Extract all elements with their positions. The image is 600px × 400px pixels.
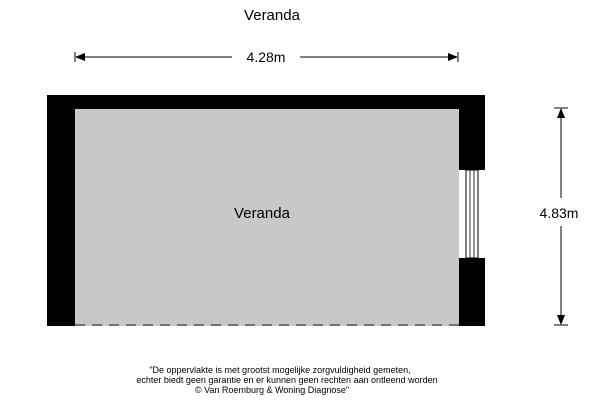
disclaimer-line-3: © Van Roemburg & Woning Diagnose" <box>194 385 350 395</box>
width-dimension <box>75 49 458 65</box>
height-dimension-label: 4.83m <box>539 205 579 221</box>
plan-title: Veranda <box>244 7 300 24</box>
disclaimer <box>136 365 437 395</box>
window-opening <box>459 170 485 258</box>
window <box>459 170 485 258</box>
height-dimension <box>540 108 579 325</box>
room-label: Veranda <box>234 205 290 222</box>
disclaimer-line-1: "De oppervlakte is met grootst mogelijke zorgvuldigheid gemeten, <box>149 365 411 375</box>
disclaimer-line-2: echter biedt geen garantie en er kunnen geen rechten aan ontleend worden <box>136 375 438 385</box>
width-dimension-label: 4.28m <box>246 49 286 65</box>
